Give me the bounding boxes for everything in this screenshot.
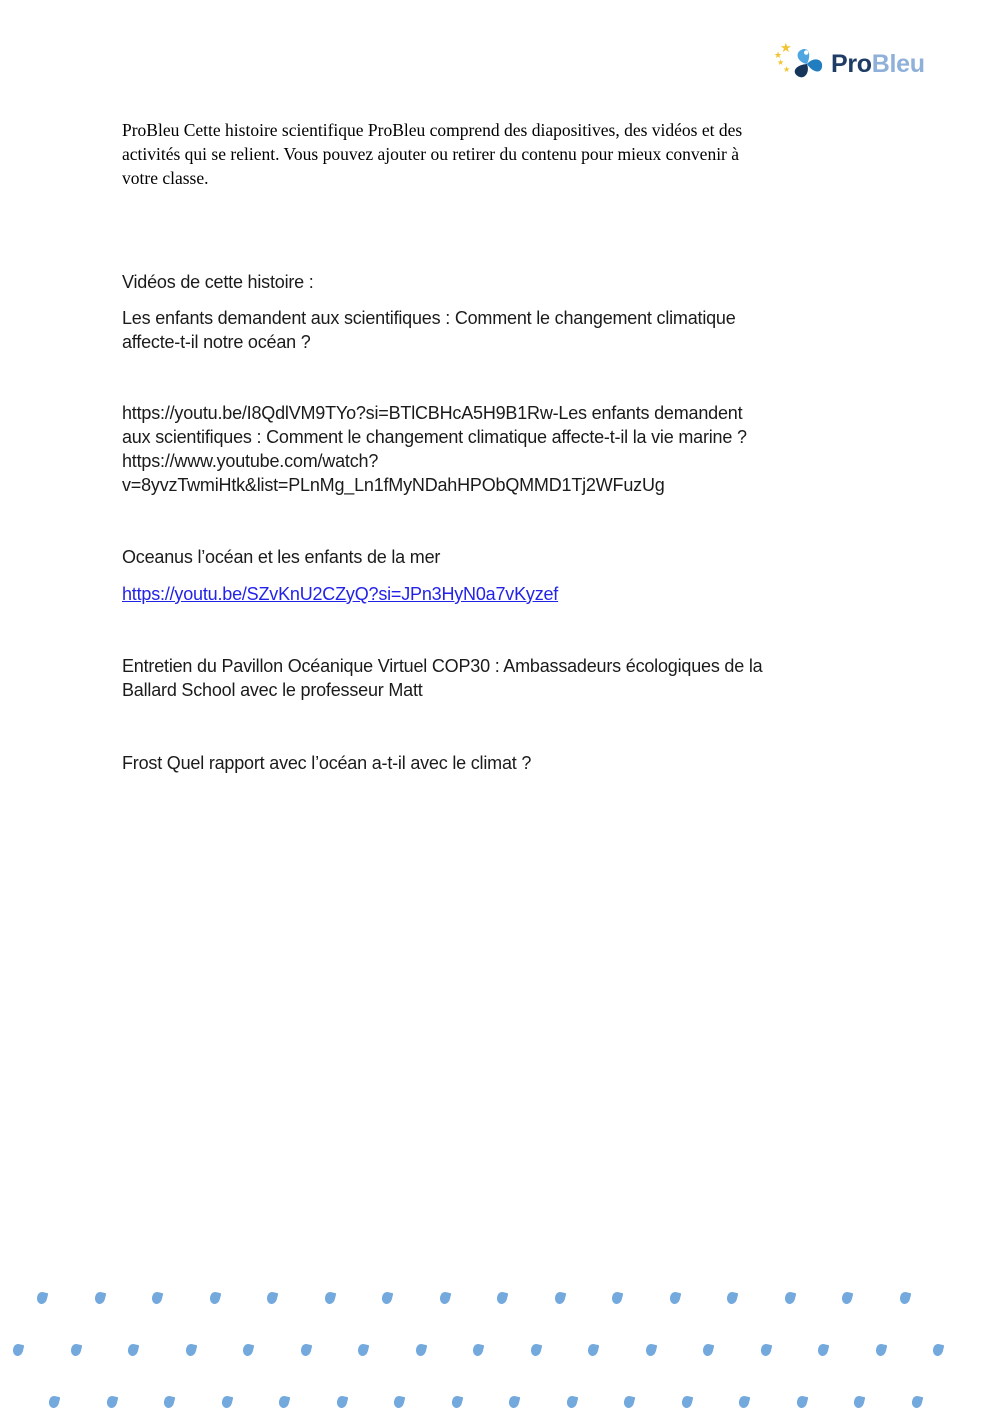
water-drop-icon [553,1291,566,1305]
water-drop-icon [450,1395,463,1409]
oceanus-title: Oceanus l’océan et les enfants de la mer [122,547,441,567]
water-drop-icon [163,1395,176,1409]
video1-title-line: Les enfants demandent aux scientifiques : Comment le changement climatique [122,308,736,328]
entretien-line: Ballard School avec le professeur Matt [122,680,423,700]
water-drop-icon [381,1291,394,1305]
water-drop-icon [565,1395,578,1409]
water-drop-icon [151,1291,164,1305]
oceanus-youtube-link[interactable]: https://youtu.be/SZvKnU2CZyQ?si=JPn3HyN0a7vKyzef [122,584,559,604]
water-drop-icon [93,1291,106,1305]
video1-url-line: aux scientifiques : Comment le changement climatique affecte-t-il la vie marine ? [122,427,747,447]
intro-line: activités qui se relient. Vous pouvez ajouter ou retirer du contenu pour mieux convenir à [122,144,740,164]
entretien-line: Entretien du Pavillon Océanique Virtuel COP30 : Ambassadeurs écologiques de la [122,656,763,676]
intro-line: ProBleu Cette histoire scientifique ProBleu comprend des diapositives, des vidéos et des [122,120,743,140]
water-drop-icon [266,1291,279,1305]
problue-logo [774,40,925,88]
brand-bleu: Bleu [871,49,925,78]
star-icon: ★ [783,65,791,74]
water-drop-icon [105,1395,118,1409]
frost-paragraph: Frost Quel rapport avec l’océan a-t-il avec le climat ? [122,753,532,773]
water-drop-icon [853,1395,866,1409]
water-drop-icon [874,1343,887,1357]
water-drop-icon [184,1343,197,1357]
water-drop-icon [36,1291,49,1305]
water-drop-icon [472,1343,485,1357]
intro-paragraph [122,118,897,190]
water-drop-icon [208,1291,221,1305]
water-drop-icon [611,1291,624,1305]
water-drop-icon [587,1343,600,1357]
water-drop-icon [783,1291,796,1305]
video1-urls-paragraph [122,401,897,497]
water-drop-icon [127,1343,140,1357]
star-icon: ★ [780,40,792,55]
water-drop-icon [932,1343,945,1357]
water-drop-icon [910,1395,923,1409]
video1-title [122,306,897,354]
water-drop-icon [335,1395,348,1409]
star-icon: ★ [777,58,785,67]
water-drop-icon [323,1291,336,1305]
water-drop-icon [841,1291,854,1305]
water-drop-icon [414,1343,427,1357]
water-drop-icon [529,1343,542,1357]
intro-line: votre classe. [122,168,209,188]
videos-heading: Vidéos de cette histoire : [122,272,314,292]
water-drop-icon [702,1343,715,1357]
water-drop-icon [496,1291,509,1305]
water-drop-icon [220,1395,233,1409]
oceanus-link-wrapper [122,582,897,606]
video1-title-line: affecte-t-il notre océan ? [122,332,311,352]
water-drop-icon [48,1395,61,1409]
water-drop-icon [668,1291,681,1305]
water-drop-icon [623,1395,636,1409]
water-drop-icon [299,1343,312,1357]
water-drop-icon [795,1395,808,1409]
water-drop-icon [278,1395,291,1409]
star-icon: ★ [774,50,783,60]
video1-url-line: v=8yvzTwmiHtk&list=PLnMg_Ln1fMyNDahHPObQMMD1Tj2WFuzUg [122,475,665,495]
water-drop-icon [357,1343,370,1357]
water-drop-icon [242,1343,255,1357]
problue-wordmark [831,50,925,79]
water-drop-icon [644,1343,657,1357]
water-drop-icon [759,1343,772,1357]
water-drop-icon [393,1395,406,1409]
water-drop-icon [12,1343,25,1357]
video1-url-line: https://www.youtube.com/watch? [122,451,379,471]
entretien-paragraph [122,654,897,702]
water-drop-icon [69,1343,82,1357]
water-drop-icon [508,1395,521,1409]
water-drop-icon [438,1291,451,1305]
water-drop-icon [898,1291,911,1305]
brand-pro: Pro [831,49,872,78]
water-drop-icon [738,1395,751,1409]
problue-wave-emblem-icon [788,45,826,83]
water-drop-icon [680,1395,693,1409]
video1-url-line: https://youtu.be/I8QdlVM9TYo?si=BTlCBHcA5H9B1Rw-Les enfants demandent [122,403,743,423]
water-drop-icon [817,1343,830,1357]
water-drop-icon [726,1291,739,1305]
